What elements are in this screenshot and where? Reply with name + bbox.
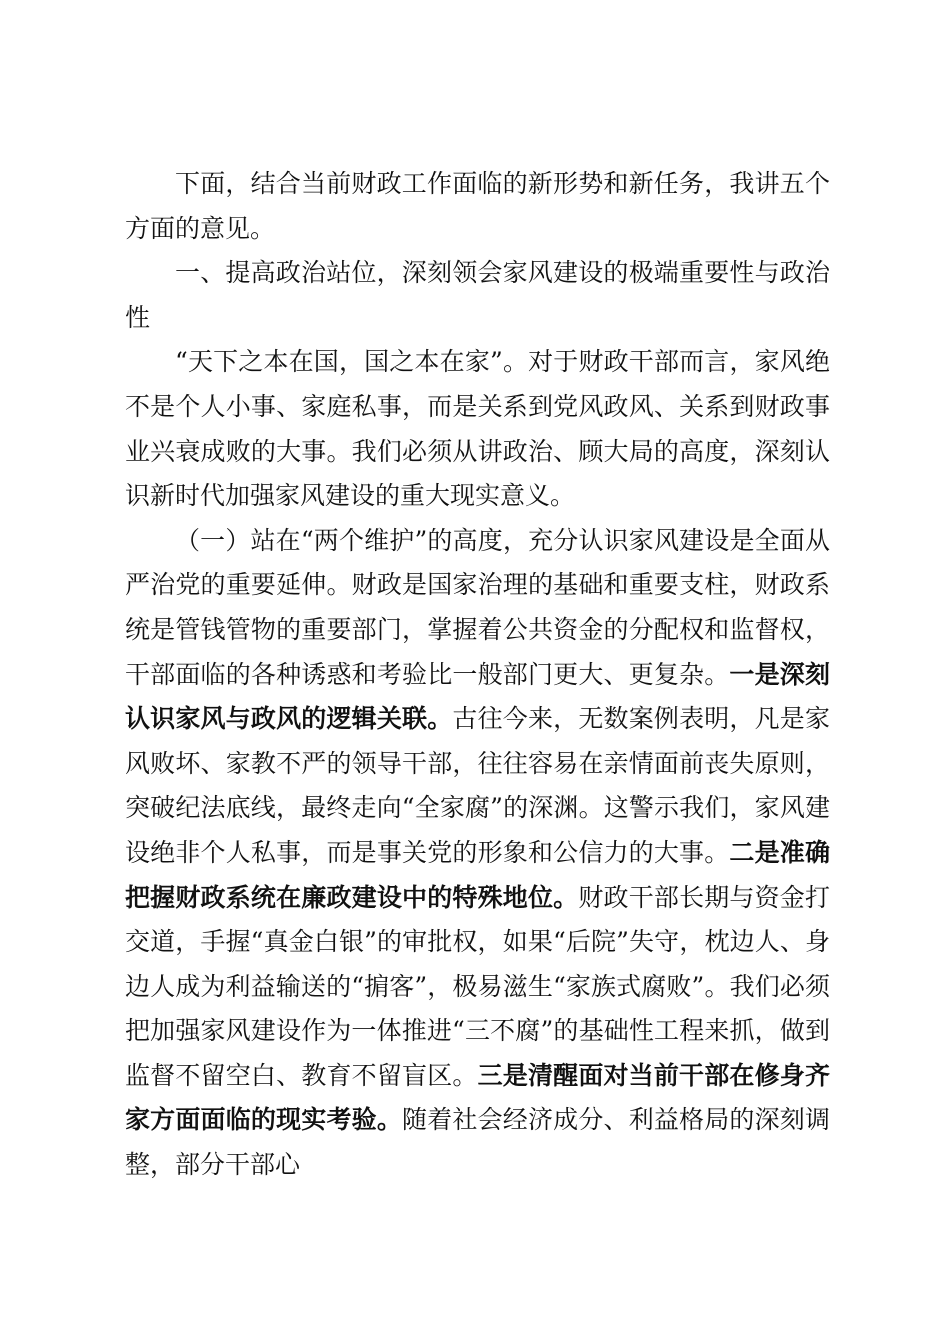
paragraph (125, 251, 830, 340)
text-segment: 下面，结合当前财政工作面临的新形势和新任务，我讲五个方面的意见。 (125, 169, 830, 243)
text-segment: “天下之本在国，国之本在家”。对于财政干部而言，家风绝不是个人小事、家庭私事，而是关系到党风政风、关系到财政事业兴衰成败的大事。我们必须从讲政治、顾大局的高度，深刻认识新时代加强家风建设的重大现实意义。 (125, 347, 830, 511)
paragraph (125, 519, 830, 1188)
bold-key-point: 二是准确把握财政系统在廉政建设中的特殊地位。 (125, 837, 830, 912)
bold-key-point: 一是深刻认识家风与政风的逻辑关联。 (125, 659, 830, 734)
document-body (125, 162, 830, 1188)
text-segment: 古往今来，无数案例表明，凡是家风败坏、家教不严的领导干部，往往容易在亲情面前丧失原则，突破纪法底线，最终走向“全家腐”的深渊。这警示我们，家风建设绝非个人私事，而是事关党的形象和公信力的大事。 (125, 704, 830, 867)
text-segment: （一）站在“两个维护”的高度，充分认识家风建设是全面从严治党的重要延伸。财政是国家治理的基础和重要支柱，财政系统是管钱管物的重要部门，掌握着公共资金的分配权和监督权，干部面临的各种诱惑和考验比一般部门更大、更复杂。 (125, 525, 830, 689)
bold-key-point: 三是清醒面对当前干部在修身齐家方面面临的现实考验。 (125, 1060, 830, 1135)
text-segment: 随着社会经济成分、利益格局的深刻调整，部分干部心 (125, 1105, 830, 1180)
text-segment: 一、提高政治站位，深刻领会家风建设的极端重要性与政治性 (125, 258, 830, 332)
text-segment: 财政干部长期与资金打交道，手握“真金白银”的审批权，如果“后院”失守，枕边人、身边人成为利益输送的“掮客”，极易滋生“家族式腐败”。我们必须把加强家风建设作为一体推进“三不腐”的基础性工程来抓，做到监督不留空白、教育不留盲区。 (125, 882, 830, 1090)
paragraph (125, 162, 830, 251)
paragraph (125, 340, 830, 518)
